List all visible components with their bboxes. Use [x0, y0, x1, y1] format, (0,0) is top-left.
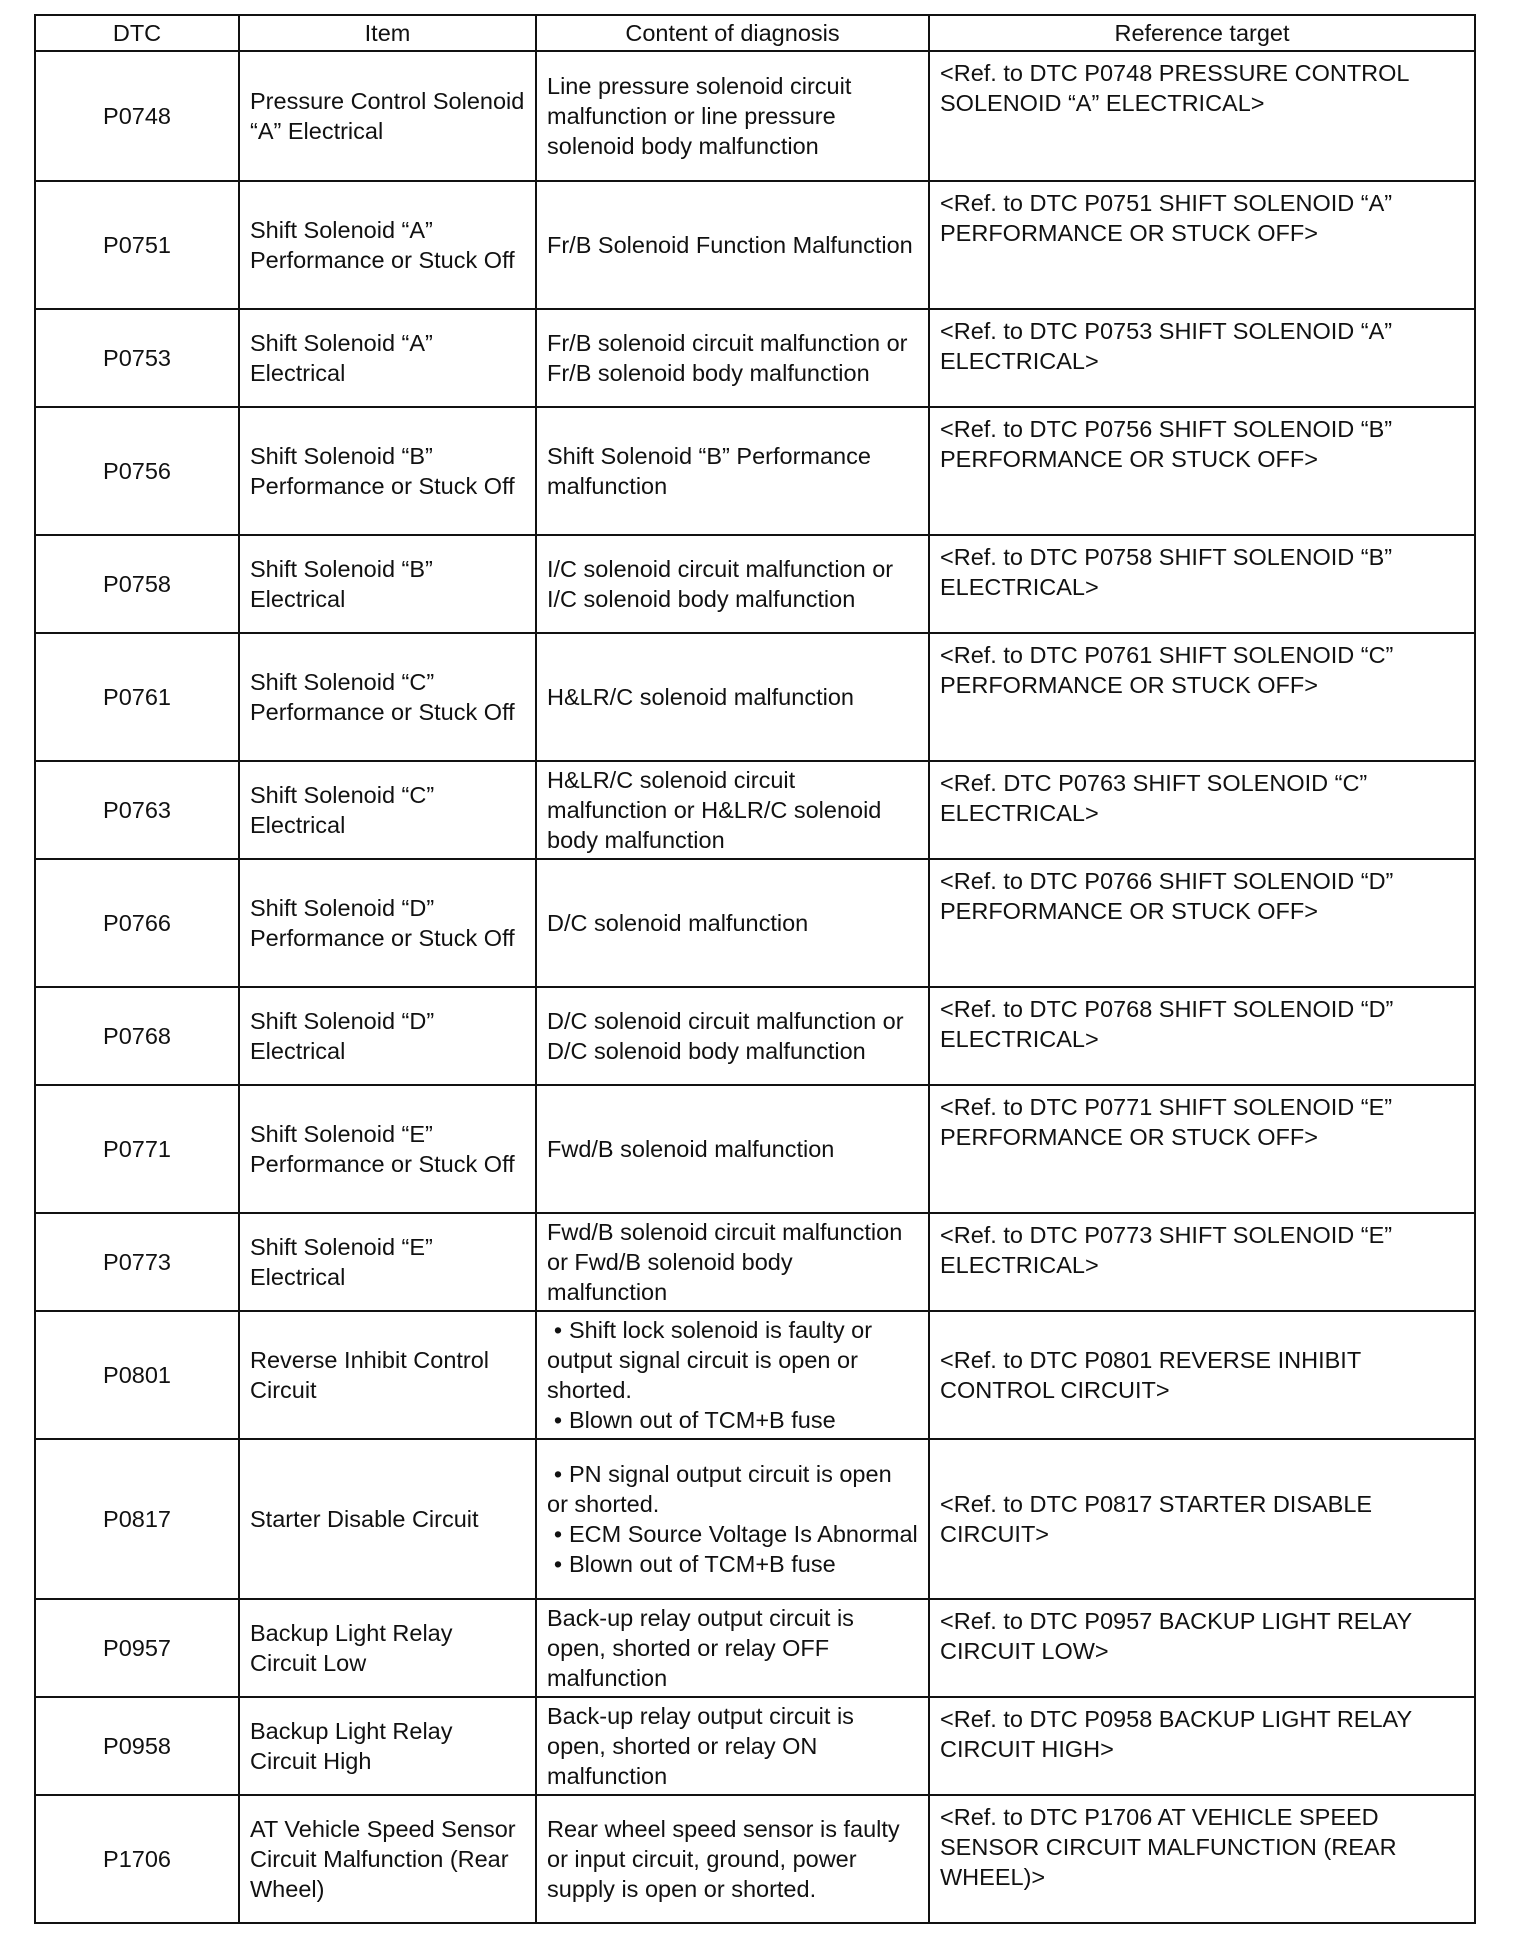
content-of-diagnosis-cell: Rear wheel speed sensor is faulty or input circuit, ground, power supply is open or shorted. [536, 1795, 929, 1923]
dtc-code-cell: P0773 [35, 1213, 239, 1311]
table-header [35, 15, 1475, 51]
diagnosis-bullet-text: Blown out of TCM+B fuse [569, 1551, 836, 1577]
dtc-code-cell: P0771 [35, 1085, 239, 1213]
reference-target-cell: <Ref. to DTC P0771 SHIFT SOLENOID “E” PERFORMANCE OR STUCK OFF> [929, 1085, 1475, 1213]
table-row [35, 761, 1475, 859]
table-row [35, 535, 1475, 633]
reference-target-cell: <Ref. to DTC P0758 SHIFT SOLENOID “B” ELECTRICAL> [929, 535, 1475, 633]
table-body [35, 51, 1475, 1923]
item-cell: Shift Solenoid “A” Performance or Stuck Off [239, 181, 536, 309]
dtc-code-cell: P0756 [35, 407, 239, 535]
reference-target-cell: <Ref. to DTC P0756 SHIFT SOLENOID “B” PERFORMANCE OR STUCK OFF> [929, 407, 1475, 535]
reference-target-cell: <Ref. to DTC P0957 BACKUP LIGHT RELAY CIRCUIT LOW> [929, 1599, 1475, 1697]
reference-target-cell: <Ref. to DTC P1706 AT VEHICLE SPEED SENSOR CIRCUIT MALFUNCTION (REAR WHEEL)> [929, 1795, 1475, 1923]
dtc-code-cell: P0753 [35, 309, 239, 407]
dtc-code-cell: P0768 [35, 987, 239, 1085]
header-row [35, 15, 1475, 51]
content-of-diagnosis-cell: Line pressure solenoid circuit malfunction or line pressure solenoid body malfunction [536, 51, 929, 181]
bullet-icon: • [553, 1461, 563, 1487]
bullet-icon: • [553, 1551, 563, 1577]
item-cell: Shift Solenoid “A” Electrical [239, 309, 536, 407]
content-of-diagnosis-cell [536, 1311, 929, 1439]
diagnosis-bullet-list [547, 1315, 918, 1435]
diagnosis-bullet-text: PN signal output circuit is open or shorted. [547, 1461, 892, 1517]
item-cell: Reverse Inhibit Control Circuit [239, 1311, 536, 1439]
diagnosis-bullet-text: Blown out of TCM+B fuse [569, 1407, 836, 1433]
table-row [35, 1085, 1475, 1213]
dtc-code-cell: P0751 [35, 181, 239, 309]
header-item: Item [239, 15, 536, 51]
content-of-diagnosis-cell: Shift Solenoid “B” Performance malfunction [536, 407, 929, 535]
item-cell: Pressure Control Solenoid “A” Electrical [239, 51, 536, 181]
bullet-icon: • [553, 1407, 563, 1433]
table-row [35, 181, 1475, 309]
reference-target-cell: <Ref. to DTC P0768 SHIFT SOLENOID “D” ELECTRICAL> [929, 987, 1475, 1085]
content-of-diagnosis-cell: H&LR/C solenoid malfunction [536, 633, 929, 761]
header-reference: Reference target [929, 15, 1475, 51]
content-of-diagnosis-cell: Fr/B Solenoid Function Malfunction [536, 181, 929, 309]
item-cell: Shift Solenoid “B” Performance or Stuck Off [239, 407, 536, 535]
item-cell: Shift Solenoid “D” Performance or Stuck Off [239, 859, 536, 987]
header-dtc: DTC [35, 15, 239, 51]
table-row [35, 1697, 1475, 1795]
header-content: Content of diagnosis [536, 15, 929, 51]
diagnosis-bullet-text: Shift lock solenoid is faulty or output signal circuit is open or shorted. [547, 1317, 873, 1403]
table-row [35, 633, 1475, 761]
content-of-diagnosis-cell: Fr/B solenoid circuit malfunction or Fr/B solenoid body malfunction [536, 309, 929, 407]
content-of-diagnosis-cell [536, 1439, 929, 1599]
item-cell: Starter Disable Circuit [239, 1439, 536, 1599]
content-of-diagnosis-cell: D/C solenoid malfunction [536, 859, 929, 987]
dtc-code-cell: P1706 [35, 1795, 239, 1923]
item-cell: Shift Solenoid “E” Performance or Stuck Off [239, 1085, 536, 1213]
content-of-diagnosis-cell: H&LR/C solenoid circuit malfunction or H&LR/C solenoid body malfunction [536, 761, 929, 859]
table-row [35, 309, 1475, 407]
table-row [35, 1599, 1475, 1697]
dtc-code-cell: P0761 [35, 633, 239, 761]
dtc-code-cell: P0758 [35, 535, 239, 633]
reference-target-cell: <Ref. to DTC P0817 STARTER DISABLE CIRCUIT> [929, 1439, 1475, 1599]
diagnosis-bullet-item [547, 1519, 918, 1549]
dtc-code-cell: P0817 [35, 1439, 239, 1599]
item-cell: Shift Solenoid “B” Electrical [239, 535, 536, 633]
dtc-code-cell: P0957 [35, 1599, 239, 1697]
reference-target-cell: <Ref. to DTC P0773 SHIFT SOLENOID “E” ELECTRICAL> [929, 1213, 1475, 1311]
reference-target-cell: <Ref. to DTC P0761 SHIFT SOLENOID “C” PERFORMANCE OR STUCK OFF> [929, 633, 1475, 761]
table-row [35, 1311, 1475, 1439]
content-of-diagnosis-cell: Fwd/B solenoid circuit malfunction or Fwd/B solenoid body malfunction [536, 1213, 929, 1311]
reference-target-cell: <Ref. DTC P0763 SHIFT SOLENOID “C” ELECTRICAL> [929, 761, 1475, 859]
diagnosis-bullet-list [547, 1459, 918, 1579]
diagnosis-bullet-item [547, 1405, 918, 1435]
diagnosis-bullet-item [547, 1459, 918, 1519]
content-of-diagnosis-cell: Back-up relay output circuit is open, shorted or relay ON malfunction [536, 1697, 929, 1795]
reference-target-cell: <Ref. to DTC P0801 REVERSE INHIBIT CONTROL CIRCUIT> [929, 1311, 1475, 1439]
dtc-code-cell: P0748 [35, 51, 239, 181]
dtc-code-cell: P0801 [35, 1311, 239, 1439]
diagnosis-bullet-text: ECM Source Voltage Is Abnormal [569, 1521, 918, 1547]
reference-target-cell: <Ref. to DTC P0751 SHIFT SOLENOID “A” PERFORMANCE OR STUCK OFF> [929, 181, 1475, 309]
bullet-icon: • [553, 1317, 563, 1343]
table-row [35, 859, 1475, 987]
reference-target-cell: <Ref. to DTC P0748 PRESSURE CONTROL SOLENOID “A” ELECTRICAL> [929, 51, 1475, 181]
diagnosis-bullet-item [547, 1315, 918, 1405]
reference-target-cell: <Ref. to DTC P0958 BACKUP LIGHT RELAY CIRCUIT HIGH> [929, 1697, 1475, 1795]
dtc-reference-table [34, 14, 1476, 1924]
item-cell: Shift Solenoid “C” Electrical [239, 761, 536, 859]
item-cell: Shift Solenoid “E” Electrical [239, 1213, 536, 1311]
item-cell: Shift Solenoid “D” Electrical [239, 987, 536, 1085]
diagnosis-bullet-item [547, 1549, 918, 1579]
item-cell: Shift Solenoid “C” Performance or Stuck Off [239, 633, 536, 761]
bullet-icon: • [553, 1521, 563, 1547]
content-of-diagnosis-cell: Fwd/B solenoid malfunction [536, 1085, 929, 1213]
table-row [35, 1795, 1475, 1923]
content-of-diagnosis-cell: D/C solenoid circuit malfunction or D/C solenoid body malfunction [536, 987, 929, 1085]
table-row [35, 987, 1475, 1085]
content-of-diagnosis-cell: I/C solenoid circuit malfunction or I/C solenoid body malfunction [536, 535, 929, 633]
dtc-code-cell: P0766 [35, 859, 239, 987]
item-cell: AT Vehicle Speed Sensor Circuit Malfunction (Rear Wheel) [239, 1795, 536, 1923]
table-row [35, 1439, 1475, 1599]
item-cell: Backup Light Relay Circuit High [239, 1697, 536, 1795]
table-row [35, 1213, 1475, 1311]
table-row [35, 51, 1475, 181]
reference-target-cell: <Ref. to DTC P0766 SHIFT SOLENOID “D” PERFORMANCE OR STUCK OFF> [929, 859, 1475, 987]
dtc-code-cell: P0763 [35, 761, 239, 859]
content-of-diagnosis-cell: Back-up relay output circuit is open, shorted or relay OFF malfunction [536, 1599, 929, 1697]
dtc-code-cell: P0958 [35, 1697, 239, 1795]
table-row [35, 407, 1475, 535]
item-cell: Backup Light Relay Circuit Low [239, 1599, 536, 1697]
reference-target-cell: <Ref. to DTC P0753 SHIFT SOLENOID “A” ELECTRICAL> [929, 309, 1475, 407]
